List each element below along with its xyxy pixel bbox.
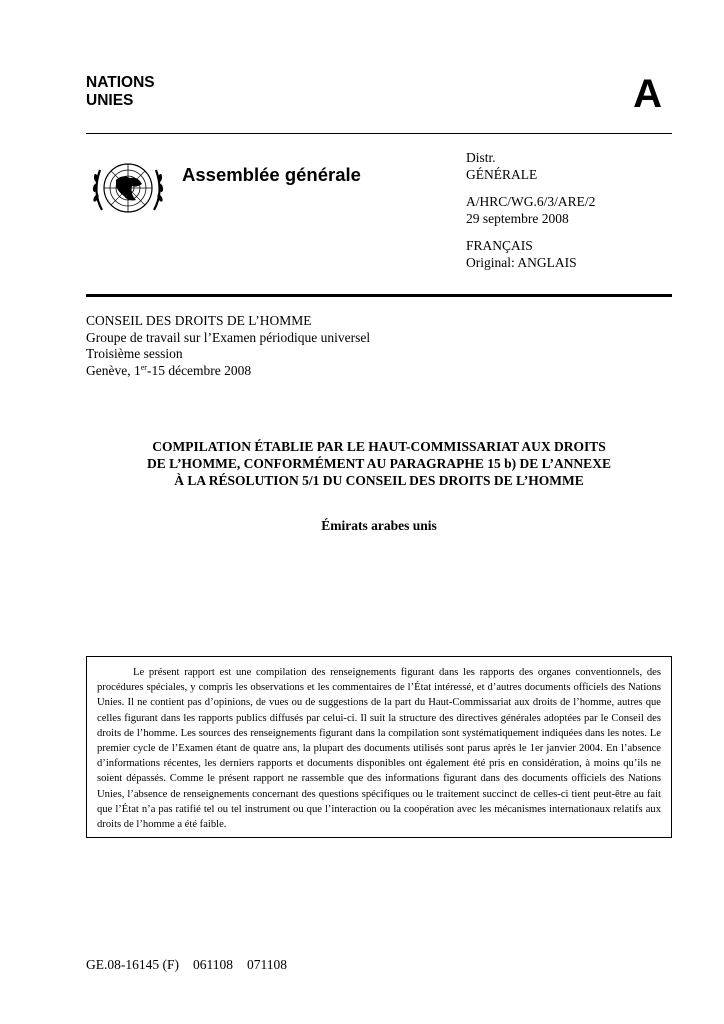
session-date-superscript: er	[140, 362, 147, 372]
assembly-title: Assemblée générale	[182, 164, 361, 185]
org-line-1: NATIONS	[86, 74, 155, 91]
session-info	[86, 313, 370, 379]
distribution-block	[466, 150, 595, 282]
org-line-2: UNIES	[86, 92, 134, 109]
summary-box	[86, 656, 672, 838]
document-language: FRANÇAIS	[466, 238, 533, 253]
masthead-divider	[86, 294, 672, 297]
footer-date-2: 071108	[247, 957, 287, 972]
document-series-symbol: A	[633, 72, 662, 116]
council-name: CONSEIL DES DROITS DE L’HOMME	[86, 313, 312, 328]
title-line-1: COMPILATION ÉTABLIE PAR LE HAUT-COMMISSARIAT AUX DROITS	[152, 439, 606, 454]
session-date-suffix: -15 décembre 2008	[146, 362, 252, 378]
organization-name	[86, 74, 155, 110]
title-line-3: À LA RÉSOLUTION 5/1 DU CONSEIL DES DROITS DE L’HOMME	[174, 473, 584, 488]
summary-text: Le présent rapport est une compilation des renseignements figurant dans les rapports des organes conventionnels, des procédures spéciales, y compris les observations et les commentaires de l’État intéressé, et d’autres documents officiels des Nations Unies. Il ne contient pas d’opinions, de vues ou de suggestions de la part du Haut-Commissariat aux droits de l’homme, autres que celles figurant dans les rapports publics diffusés par celui-ci. Il suit la structure des directives générales adoptées par le Conseil des droits de l’homme. Les sources des renseignements figurant dans la compilation sont systématiquement indiquées dans les notes. Le premier cycle de l’Examen étant de quatre ans, la plupart des documents utilisés sont parus après le 1er janvier 2004. En l’absence d’informations récentes, les derniers rapports et documents disponibles ont également été pris en considération, à moins qu’ils ne soient dépassés. Comme le présent rapport ne rassemble que des informations figurant dans des documents officiels des Nations Unies, l’absence de renseignements concernant des questions spécifiques ou le traitement succinct de celles-ci tient peut-être au fait que l’État n’a pas ratifié tel ou tel instrument ou que l’interaction ou la coopération avec les mécanismes internationaux relatifs aux droits de l’homme a été faible.	[97, 667, 661, 831]
job-number: GE.08-16145 (F)	[86, 957, 179, 972]
title-line-2: DE L’HOMME, CONFORMÉMENT AU PARAGRAPHE 15 b) DE L’ANNEXE	[147, 456, 611, 471]
working-group: Groupe de travail sur l’Examen périodique universel	[86, 329, 371, 345]
footer-job-info	[86, 957, 301, 973]
session-date-prefix: Genève, 1	[86, 362, 141, 378]
un-emblem-icon	[86, 152, 170, 224]
footer-date-1: 061108	[193, 957, 233, 972]
header-divider	[86, 133, 672, 134]
distr-value: GÉNÉRALE	[466, 166, 538, 182]
document-symbol: A/HRC/WG.6/3/ARE/2	[466, 194, 596, 209]
original-language: Original: ANGLAIS	[466, 254, 577, 270]
document-title	[86, 438, 672, 489]
distr-label: Distr.	[466, 150, 496, 165]
session-place-date	[86, 363, 370, 380]
document-date: 29 septembre 2008	[466, 210, 569, 226]
country-name: Émirats arabes unis	[321, 518, 437, 533]
session-number: Troisième session	[86, 346, 183, 361]
